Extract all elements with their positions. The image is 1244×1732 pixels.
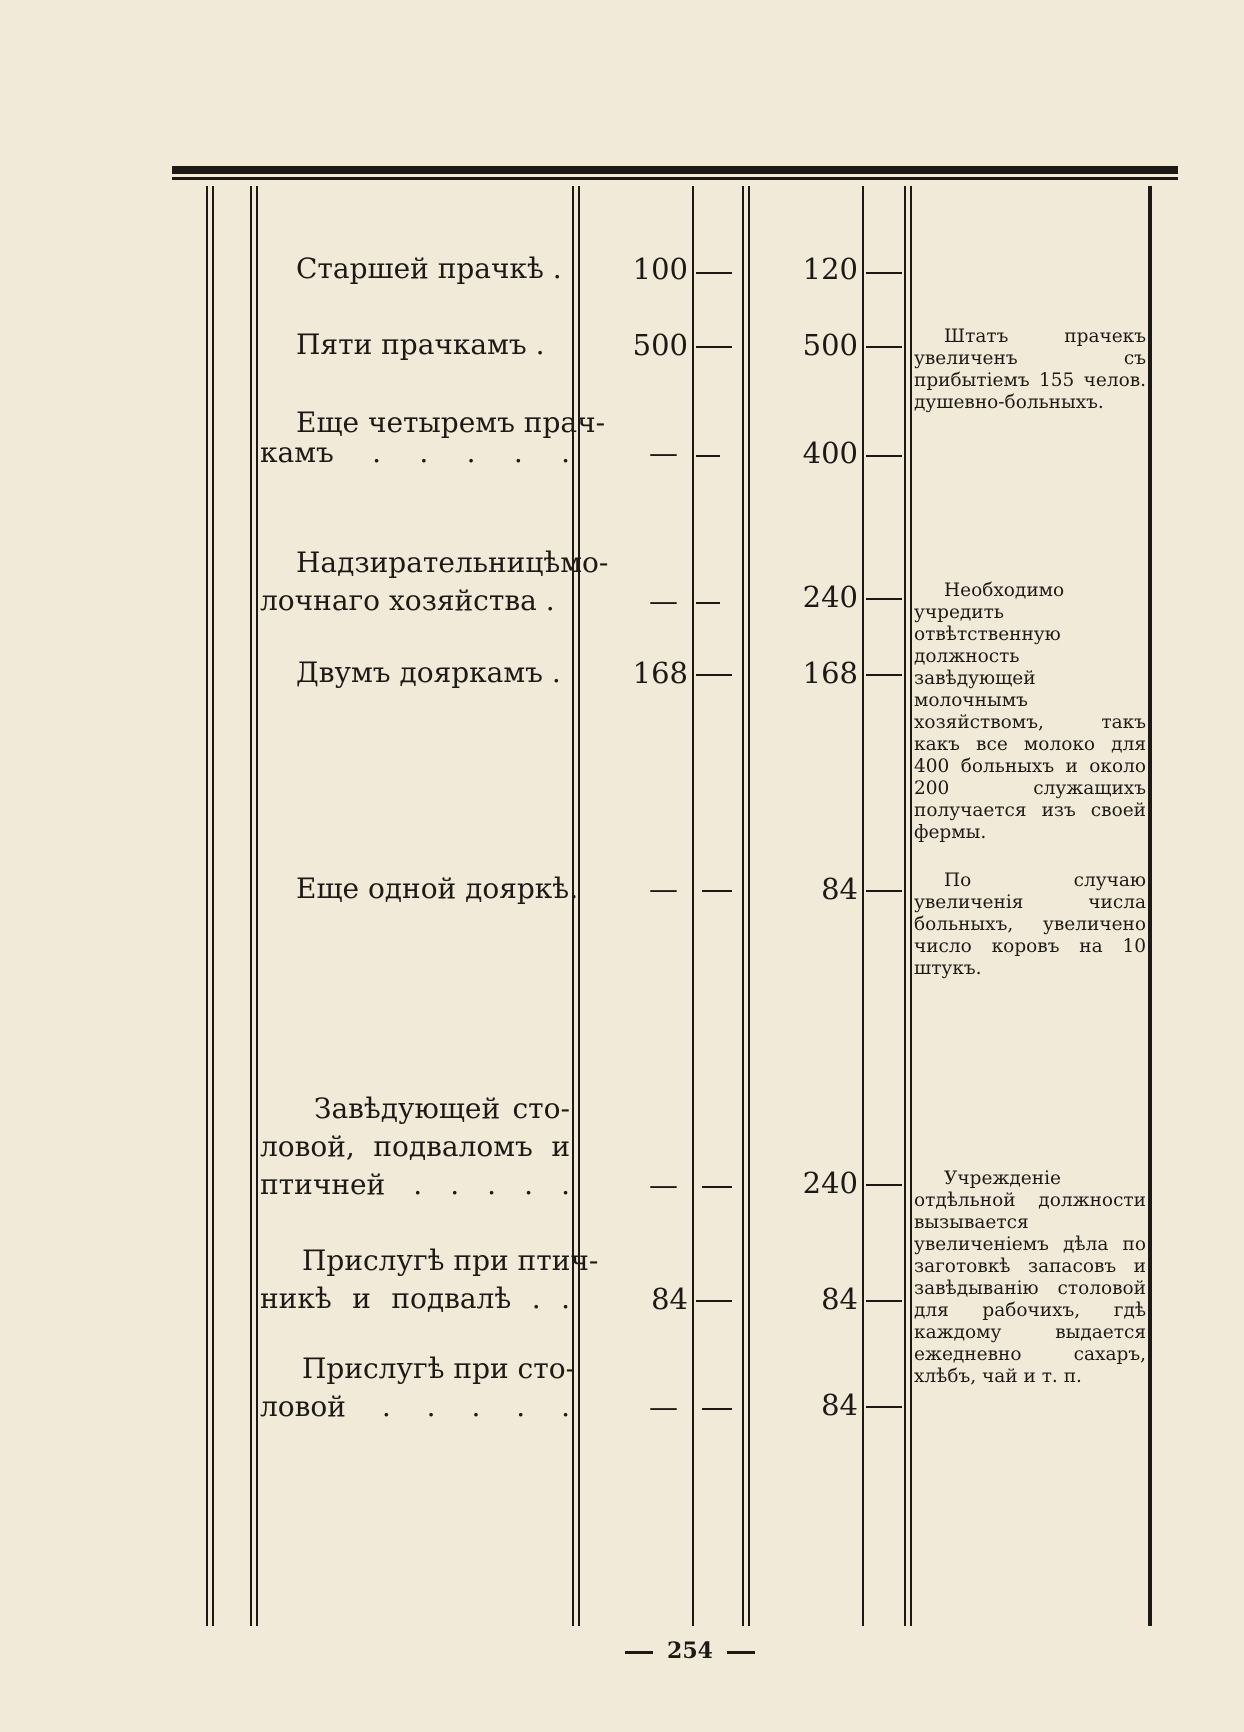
top-rule-thin [172, 177, 1178, 180]
row-label: Еще четыремъ прач- [296, 406, 606, 439]
cents-dash [866, 346, 902, 348]
old-amount: 100 [632, 252, 688, 286]
old-amount: — [649, 1168, 678, 1202]
column-rule [1148, 186, 1152, 1626]
new-amount: 240 [802, 1166, 858, 1200]
column-rule [578, 186, 580, 1626]
cents-dash [702, 1408, 732, 1410]
cents-dash [866, 1184, 902, 1186]
row-label: Завѣдующей сто- [314, 1092, 570, 1125]
row-label: Надзирательницѣмо- [296, 546, 609, 579]
cents-dash [696, 602, 720, 604]
cents-dash [702, 890, 732, 892]
column-rule [256, 186, 258, 1626]
old-amount: — [649, 584, 678, 618]
cents-dash [696, 272, 732, 274]
cents-dash [702, 1186, 732, 1188]
cents-dash [866, 1406, 902, 1408]
new-amount: 120 [802, 252, 858, 286]
column-rule [572, 186, 574, 1626]
row-label-cont: камъ . . . . . [260, 436, 570, 469]
cents-dash [866, 1300, 902, 1302]
old-amount: — [649, 436, 678, 470]
row-label-cont: ловой . . . . . [260, 1390, 570, 1423]
new-amount: 84 [821, 1282, 858, 1316]
column-rule [742, 186, 744, 1626]
cents-dash [866, 272, 902, 274]
new-amount: 500 [802, 328, 858, 362]
column-rule [910, 186, 912, 1626]
footer-dash [727, 1651, 755, 1654]
new-amount: 240 [802, 580, 858, 614]
row-label: Пяти прачкамъ . [296, 328, 545, 361]
cents-dash [696, 1300, 732, 1302]
column-rule [250, 186, 252, 1626]
column-rule [748, 186, 750, 1626]
page-number: 254 [600, 1638, 780, 1664]
top-rule [172, 166, 1178, 174]
column-rule [206, 186, 208, 1626]
new-amount: 168 [802, 656, 858, 690]
column-rule [692, 186, 694, 1626]
old-amount: — [649, 872, 678, 906]
row-label: Еще одной дояркѣ. [296, 872, 579, 905]
old-amount: 500 [632, 328, 688, 362]
cents-dash [866, 455, 902, 457]
row-label-cont: лочнаго хозяйства . [260, 584, 555, 617]
new-amount: 400 [802, 436, 858, 470]
column-rule [212, 186, 214, 1626]
old-amount: 84 [651, 1282, 688, 1316]
row-label: Прислугѣ при птич- [302, 1244, 599, 1277]
old-amount: 168 [632, 656, 688, 690]
note-cows: По случаю увеличенія числа больныхъ, увеличено число коровъ на 10 штукъ. [914, 870, 1146, 979]
cents-dash [866, 890, 902, 892]
column-rule [904, 186, 906, 1626]
cents-dash [696, 674, 732, 676]
row-label: Старшей прачкѣ . [296, 252, 562, 285]
footer-dash [625, 1651, 653, 1654]
row-label: Прислугѣ при сто- [302, 1352, 576, 1385]
column-rule [862, 186, 864, 1626]
row-label-cont: птичней . . . . . [260, 1168, 570, 1201]
new-amount: 84 [821, 872, 858, 906]
cents-dash [696, 455, 720, 457]
row-label: Двумъ дояркамъ . [296, 656, 561, 689]
old-amount: — [649, 1390, 678, 1424]
note-canteen: Учрежденіе отдѣльной должности вызывается увеличеніемъ дѣла по заготовкѣ запасовъ и завѣдыванію столовой для рабочихъ, гдѣ каждому выдается ежедневно сахаръ, хлѣбъ, чай и т. п. [914, 1168, 1146, 1387]
row-label-cont: никѣ и подвалѣ . . [260, 1282, 570, 1315]
new-amount: 84 [821, 1388, 858, 1422]
cents-dash [866, 598, 902, 600]
cents-dash [696, 346, 732, 348]
note-dairy: Необходимо учредить отвѣтственную должность завѣдующей молочнымъ хозяйствомъ, такъ какъ все молоко для 400 больныхъ и около 200 служащихъ получается изъ своей фермы. [914, 580, 1146, 843]
cents-dash [866, 674, 902, 676]
note-laundry: Штатъ прачекъ увеличенъ съ прибытіемъ 155 челов. душевно-больныхъ. [914, 326, 1146, 413]
row-label-cont: ловой, подваломъ и [260, 1130, 570, 1163]
